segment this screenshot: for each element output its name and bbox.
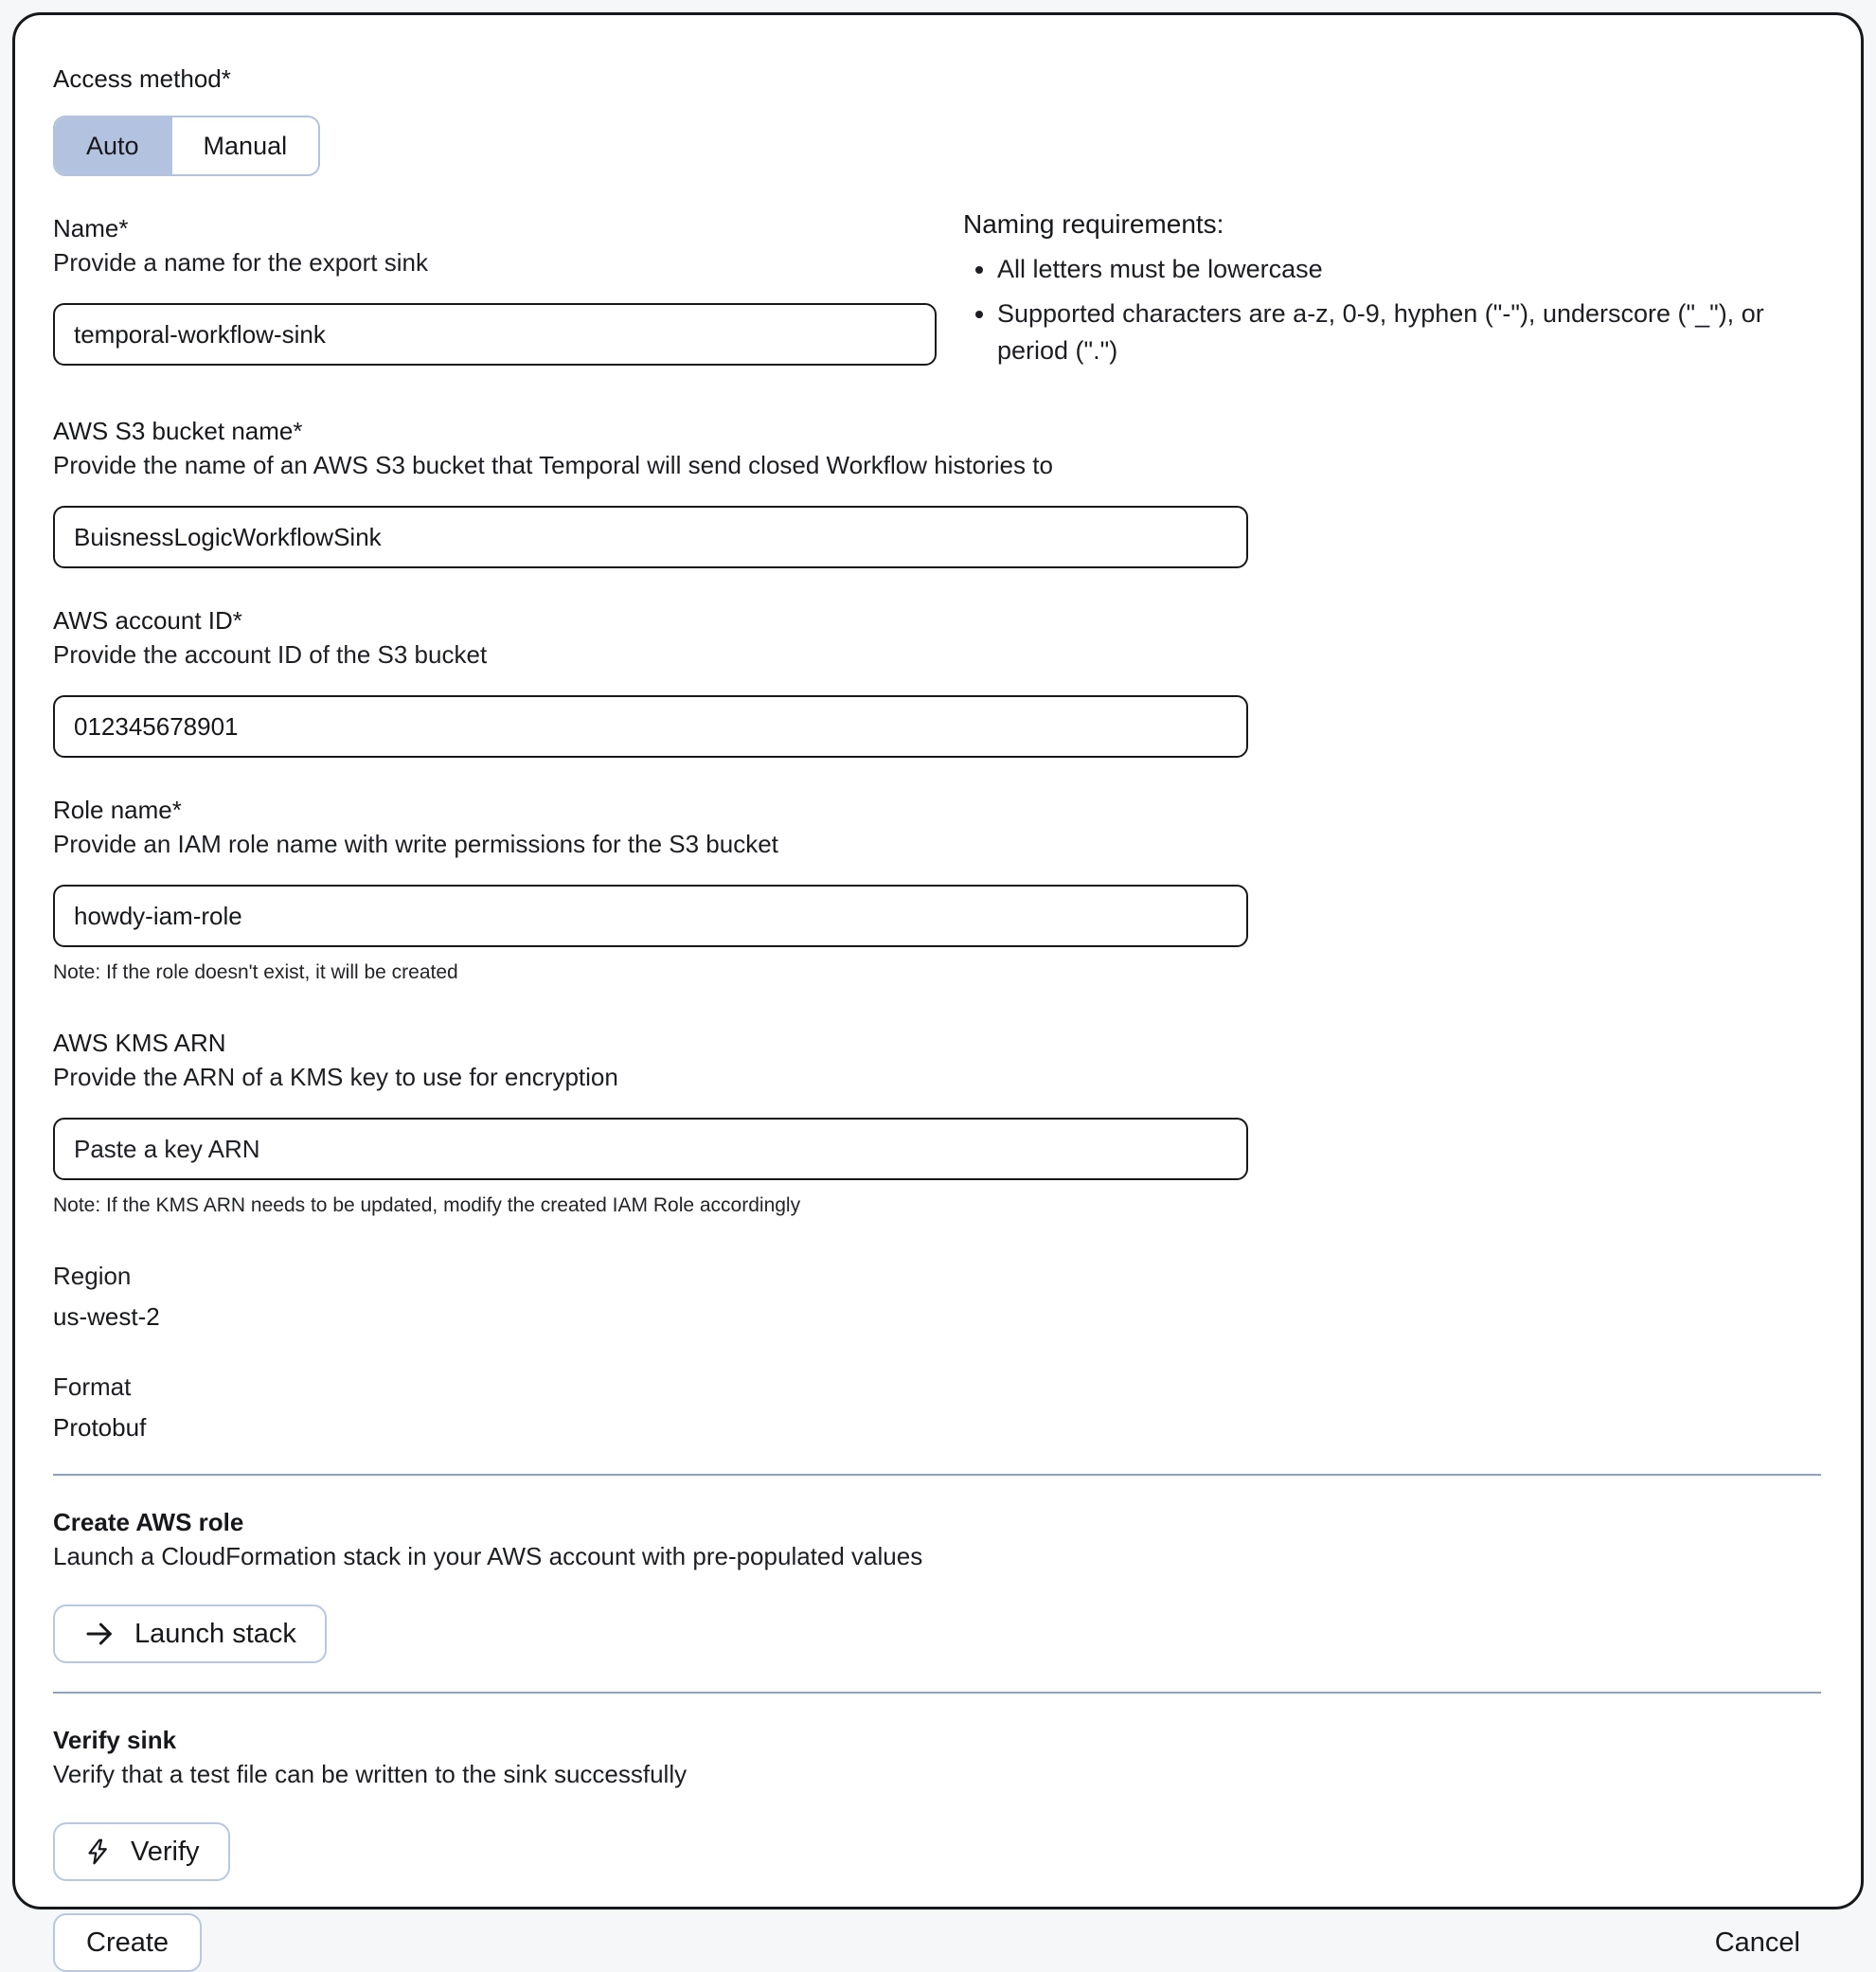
verify-label: Verify (131, 1836, 200, 1867)
launch-stack-button[interactable] (53, 1604, 327, 1663)
section-divider (53, 1474, 1821, 1476)
verify-button[interactable] (53, 1822, 230, 1881)
name-input[interactable] (53, 303, 937, 366)
format-value: Protobuf (53, 1413, 147, 1442)
region-readonly-block (53, 1260, 1821, 1333)
name-description: Provide a name for the export sink (53, 248, 428, 277)
export-sink-form-panel (12, 12, 1864, 1958)
role-name-label: Role name* (53, 796, 182, 824)
s3-bucket-input[interactable] (53, 506, 1248, 568)
launch-stack-label: Launch stack (134, 1618, 296, 1649)
role-name-description: Provide an IAM role name with write permissions for the S3 bucket (53, 830, 778, 858)
name-label: Name* (53, 214, 129, 242)
name-field-group (53, 212, 937, 366)
account-id-description: Provide the account ID of the S3 bucket (53, 640, 488, 669)
format-label: Format (53, 1372, 132, 1401)
create-aws-role-description: Launch a CloudFormation stack in your AWS account with pre-populated values (53, 1542, 923, 1570)
create-button[interactable]: Create (53, 1913, 202, 1972)
create-aws-role-title: Create AWS role (53, 1508, 244, 1536)
role-name-field-group (53, 794, 1821, 985)
kms-arn-field-group (53, 1027, 1821, 1218)
access-method-toggle (53, 116, 320, 176)
kms-arn-input[interactable] (53, 1118, 1248, 1180)
region-value: us-west-2 (53, 1302, 160, 1331)
cancel-button[interactable]: Cancel (1714, 1927, 1800, 1958)
account-id-input[interactable] (53, 695, 1248, 758)
naming-requirements-title: Naming requirements: (963, 209, 1224, 239)
s3-bucket-description: Provide the name of an AWS S3 bucket that Temporal will send closed Workflow histories to (53, 451, 1053, 479)
naming-requirement-item: • Supported characters are a-z, 0-9, hyphen ("-"), underscore ("_"), or period (".") (997, 296, 1820, 369)
create-aws-role-section (53, 1506, 1821, 1692)
lightning-icon (83, 1838, 112, 1866)
kms-arn-note: Note: If the KMS ARN needs to be updated, modify the created IAM Role accordingly (53, 1194, 801, 1216)
kms-arn-description: Provide the ARN of a KMS key to use for encryption (53, 1063, 618, 1091)
account-id-field-group (53, 604, 1821, 758)
naming-requirements-list (963, 251, 1820, 369)
section-divider (53, 1692, 1821, 1694)
verify-sink-section (53, 1724, 1821, 1909)
format-readonly-block (53, 1371, 1821, 1443)
account-id-label: AWS account ID* (53, 606, 242, 635)
s3-bucket-label: AWS S3 bucket name* (53, 417, 303, 445)
s3-bucket-field-group (53, 415, 1821, 568)
arrow-right-icon (83, 1618, 116, 1650)
access-method-option-auto[interactable]: Auto (55, 117, 170, 174)
access-method-label: Access method* (53, 64, 231, 93)
kms-arn-label: AWS KMS ARN (53, 1029, 226, 1057)
access-method-option-manual[interactable]: Manual (170, 117, 319, 174)
role-name-input[interactable] (53, 885, 1248, 947)
role-name-note: Note: If the role doesn't exist, it will be created (53, 961, 458, 983)
verify-sink-description: Verify that a test file can be written to the sink successfully (53, 1760, 688, 1788)
verify-sink-title: Verify sink (53, 1726, 177, 1754)
form-actions-row (53, 1913, 1821, 1972)
name-and-requirements-row (53, 209, 1821, 377)
naming-requirement-item: • All letters must be lowercase (997, 251, 1820, 288)
region-label: Region (53, 1262, 132, 1290)
